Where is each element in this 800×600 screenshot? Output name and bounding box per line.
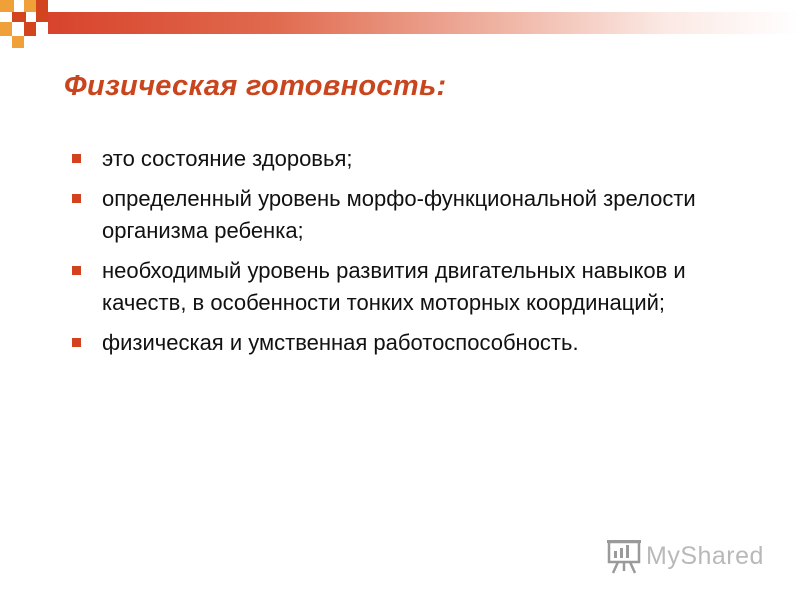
- bullet-item: [72, 183, 772, 247]
- square-bullet-icon: [72, 154, 81, 163]
- presentation-board-icon: [606, 537, 642, 575]
- decorative-square: [12, 36, 24, 48]
- watermark-text: MyShared: [646, 541, 764, 570]
- decorative-square: [0, 22, 12, 36]
- bullet-item: [72, 143, 772, 175]
- decorative-square: [36, 0, 48, 22]
- square-bullet-icon: [72, 338, 81, 347]
- myshared-watermark: [606, 536, 764, 576]
- decorative-square: [0, 0, 14, 12]
- bullet-text: определенный уровень морфо-функциональной зрелости организма ребенка;: [102, 186, 696, 243]
- decorative-square: [12, 12, 26, 22]
- bullet-text: это состояние здоровья;: [102, 146, 353, 171]
- bullet-text: необходимый уровень развития двигательных навыков и качеств, в особенности тонких моторных координаций;: [102, 258, 686, 315]
- decorative-square: [24, 22, 36, 36]
- bullet-item: [72, 327, 772, 359]
- bullet-item: [72, 255, 772, 319]
- bullet-text: физическая и умственная работоспособность.: [102, 330, 579, 355]
- square-bullet-icon: [72, 194, 81, 203]
- decorative-gradient-bar: [48, 12, 800, 34]
- bullet-list: [72, 143, 772, 367]
- square-bullet-icon: [72, 266, 81, 275]
- slide-title: Физическая готовность:: [64, 70, 447, 102]
